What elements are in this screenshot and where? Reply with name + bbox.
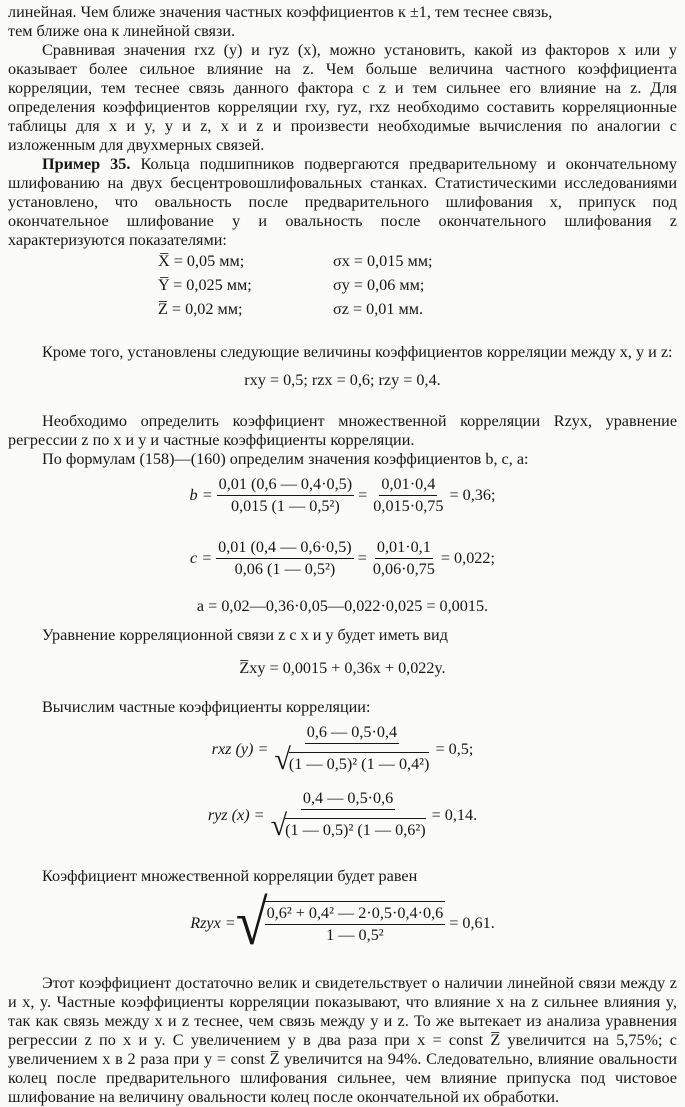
sqrt-sign: √ [235, 886, 268, 959]
stats-row: X̅ = 0,05 мм; σx = 0,015 мм; [158, 252, 433, 270]
equation-rxz: rxz (y) = $\frac{0,6 — 0,5\cdot 0,4}{\text{√(1 — 0,5)² (1 — 0,4²)}}$ = 0,5; [211, 723, 474, 776]
corr-values: rxy = 0,5; rzx = 0,6; rzy = 0,4. [244, 371, 441, 389]
intro-text: линейная. Чем ближе значения частных коэффициентов к ±1, тем теснее связь, тем ближе она к линейной связи. [8, 3, 553, 40]
sqrt-sign: √ [274, 743, 291, 776]
example-paragraph [8, 155, 677, 250]
stats-block [158, 252, 677, 319]
equation-b: b = $\frac{0,01 (0,6 — 0,4\cdot 0,5)}{\text{0,015 (1 — 0,5²)}}$ = $\frac{0,01\cdot 0,4}{0,015\cdot 0,75}$ = 0,36; [189, 475, 496, 515]
example-label: Пример 35. [42, 155, 131, 173]
formulas-intro: По формулам (158)—(160) определим значения коэффициентов b, c, a: [42, 450, 529, 468]
sqrt-sign: √ [270, 809, 288, 842]
equation-ryz: ryz (x) = $\frac{0,4 — 0,5\cdot 0,6}{\text{√(1 — 0,5)² (1 — 0,6²)}}$ = 0,14. [207, 789, 478, 842]
compare-paragraph: Сравнивая значения rxz (y) и ryz (x), можно установить, какой из факторов x или y оказывает более сильное влияние на z. Чем больше величина частного коэффициента корреляции, тем теснее связь данного фактора с z и тем сильнее его влияние на z. Для определения коэффициентов корреляции rxy, ryz, rxz необходимо составить корреляционные таблицы для x и y, y и z, x и z и произвести необходимые вычисления по аналогии с изложенным для двухмерных связей. [8, 41, 677, 154]
equation-c: c = $\frac{0,01 (0,4 — 0,6\cdot 0,5)}{\text{0,06 (1 — 0,5²)}}$ = $\frac{0,01\cdot 0,1}{0,06\cdot 0,75}$ = 0,022; [190, 538, 495, 578]
stats-row: Y̅ = 0,025 мм; σy = 0,06 мм; [158, 276, 425, 294]
task-paragraph: Необходимо определить коэффициент множественной корреляции Rzyx, уравнение регрессии z по x и y и частные коэффициенты корреляции. [8, 412, 677, 449]
regression-equation: Z̅xy = 0,0015 + 0,36x + 0,022y. [239, 659, 446, 677]
multi-intro: Коэффициент множественной корреляции будет равен [42, 867, 418, 885]
conclusion-paragraph: Этот коэффициент достаточно велик и свидетельствует о наличии линейной связи между z и x, y. Частные коэффициенты корреляции показывают, что влияние x на z сильнее влияния y, так как связь между x и z теснее, чем связь между y и z. То же вытекает из анализа уравнения регрессии z по x и y. С увеличением y в два раза при x = const Z̅ увеличится на 5,75%; с увеличением x в 2 раза при y = const Z̅ увеличится на 94%. Следовательно, влияние овальности колец после предварительного шлифования сильнее, чем влияние припуска под чистовое шлифование на величину овальности колец после окончательной их обработки. [8, 974, 677, 1106]
corr-intro: Кроме того, установлены следующие величины коэффициентов корреляции между x, y и z: [42, 343, 673, 361]
regression-intro: Уравнение корреляционной связи z с x и y будет иметь вид [42, 626, 448, 644]
equation-R: Rzyx = √ $\frac{\text{0,6² + 0,4² — 2·0,5·0,4·0,6}}{\text{1 — 0,5²}}$ = 0,61. [190, 886, 495, 959]
partial-intro: Вычислим частные коэффициенты корреляции: [42, 698, 371, 716]
example-text: Кольца подшипников подвергаются предварительному и окончательному шлифованию на двух бесцентровошлифовальных станках. Статистическими исследованиями установлено, что овальность после предварительного шлифования x, припуск под окончательное шлифование y и овальность после окончательного шлифования z характеризуются показателями: [8, 155, 677, 249]
stats-row: Z̅ = 0,02 мм; σz = 0,01 мм. [158, 300, 424, 318]
equation-a: a = 0,02—0,36·0,05—0,022·0,025 = 0,0015. [196, 597, 489, 615]
